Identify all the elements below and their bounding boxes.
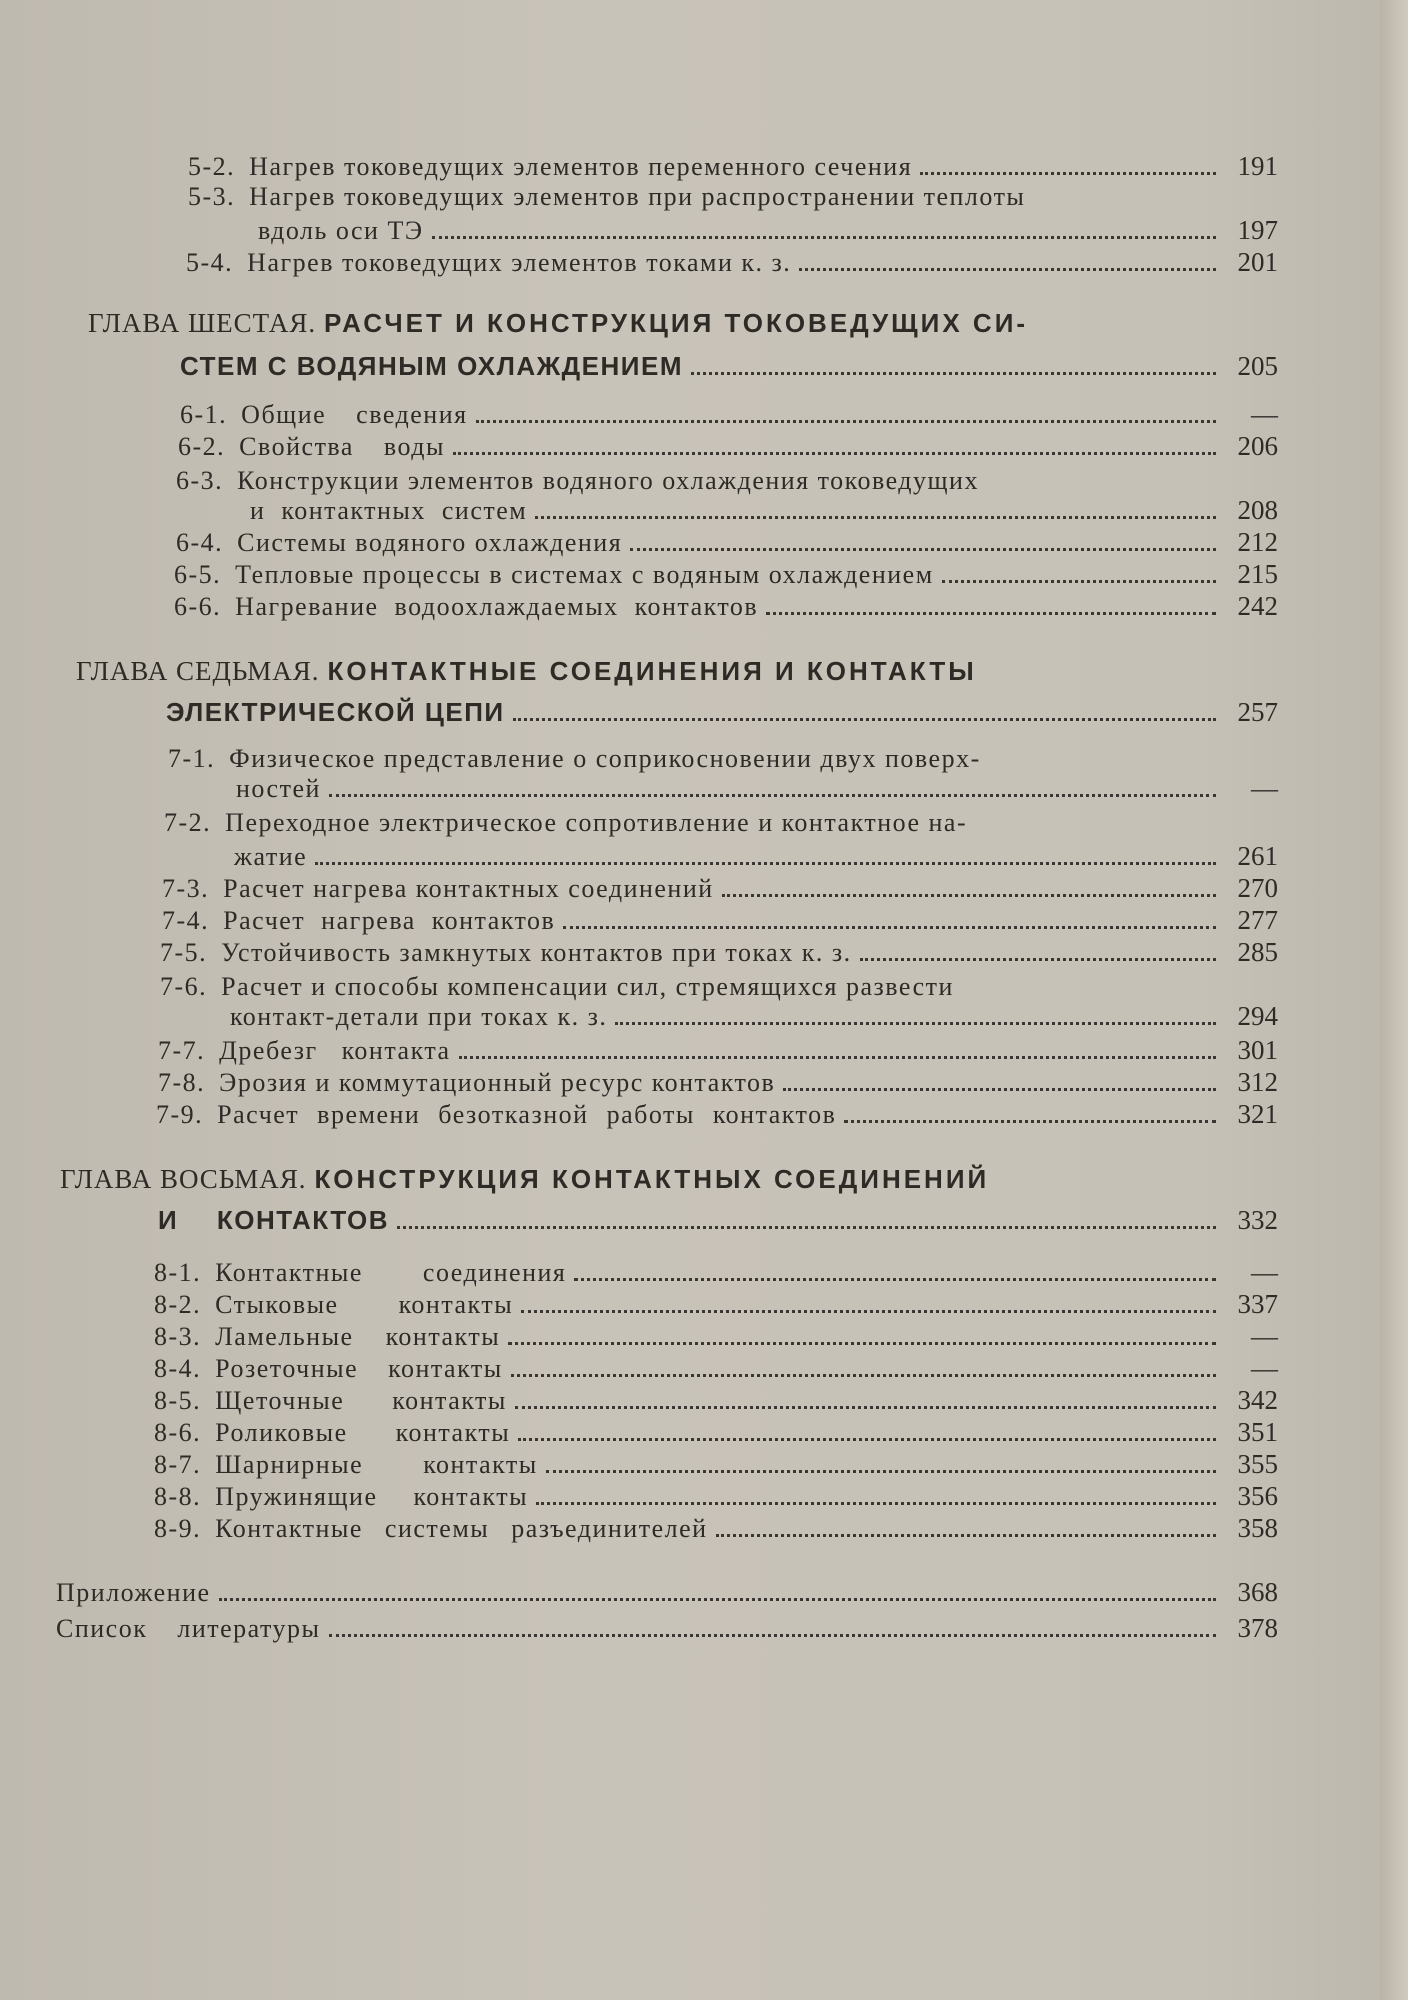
toc-entry-7-6-cont: контакт-детали при токах к. з. 294	[230, 1001, 1278, 1031]
toc-entry-7-4: 7-4. Расчет нагрева контактов 277	[162, 905, 1278, 935]
chapter-heading-6-cont: СТЕМ С ВОДЯНЫМ ОХЛАЖДЕНИЕМ 205	[180, 351, 1278, 381]
toc-entry-6-3: 6-3. Конструкции элементов водяного охлаждения токоведущих	[176, 466, 979, 495]
toc-entry-6-6: 6-6. Нагревание водоохлаждаемых контактов 242	[174, 591, 1278, 621]
toc-entry-5-2: 5-2. Нагрев токоведущих элементов переменного сечения 191	[188, 151, 1278, 181]
toc-appendix: Приложение 368	[56, 1577, 1278, 1607]
toc-entry-7-2: 7-2. Переходное электрическое сопротивление и контактное на-	[164, 808, 968, 837]
toc-entry-6-3-cont: и контактных систем 208	[250, 495, 1278, 525]
toc-entry-8-2: 8-2. Стыковые контакты 337	[154, 1289, 1278, 1319]
toc-entry-7-9: 7-9. Расчет времени безотказной работы контактов 321	[156, 1099, 1278, 1129]
toc-entry-7-2-cont: жатие 261	[234, 841, 1278, 871]
chapter-heading-8: ГЛАВА ВОСЬМАЯ. КОНСТРУКЦИЯ КОНТАКТНЫХ СОЕДИНЕНИЙ	[60, 1164, 990, 1194]
toc-entry-7-5: 7-5. Устойчивость замкнутых контактов при токах к. з. 285	[160, 937, 1278, 967]
toc-references: Список литературы 378	[56, 1613, 1278, 1643]
toc-entry-8-4: 8-4. Розеточные контакты —	[154, 1353, 1278, 1383]
toc-entry-8-7: 8-7. Шарнирные контакты 355	[154, 1449, 1278, 1479]
toc-entry-7-6: 7-6. Расчет и способы компенсации сил, стремящихся развести	[160, 972, 954, 1001]
toc-entry-6-1: 6-1. Общие сведения —	[180, 399, 1278, 429]
chapter-heading-8-cont: И КОНТАКТОВ 332	[158, 1205, 1278, 1235]
chapter-heading-6: ГЛАВА ШЕСТАЯ. РАСЧЕТ И КОНСТРУКЦИЯ ТОКОВЕДУЩИХ СИ-	[88, 308, 1029, 338]
toc-entry-6-4: 6-4. Системы водяного охлаждения 212	[176, 527, 1278, 557]
toc-entry-8-8: 8-8. Пружинящие контакты 356	[154, 1481, 1278, 1511]
toc-entry-6-5: 6-5. Тепловые процессы в системах с водяным охлаждением 215	[174, 559, 1278, 589]
toc-entry-7-1: 7-1. Физическое представление о соприкосновении двух поверх-	[168, 744, 981, 773]
toc-entry-7-8: 7-8. Эрозия и коммутационный ресурс контактов 312	[158, 1067, 1278, 1097]
toc-entry-8-5: 8-5. Щеточные контакты 342	[154, 1385, 1278, 1415]
toc-entry-8-9: 8-9. Контактные системы разъединителей 358	[154, 1513, 1278, 1543]
toc-entry-8-1: 8-1. Контактные соединения —	[154, 1257, 1278, 1287]
chapter-heading-7-cont: ЭЛЕКТРИЧЕСКОЙ ЦЕПИ 257	[166, 697, 1278, 727]
toc-entry-8-6: 8-6. Роликовые контакты 351	[154, 1417, 1278, 1447]
chapter-heading-7: ГЛАВА СЕДЬМАЯ. КОНТАКТНЫЕ СОЕДИНЕНИЯ И КОНТАКТЫ	[76, 656, 977, 686]
toc-entry-5-3: 5-3. Нагрев токоведущих элементов при распространении теплоты	[188, 182, 1026, 211]
toc-entry-5-4: 5-4. Нагрев токоведущих элементов токами к. з. 201	[186, 247, 1278, 277]
page-edge	[1380, 0, 1408, 2000]
toc-entry-5-3-cont: вдоль оси ТЭ 197	[258, 215, 1278, 245]
toc-entry-8-3: 8-3. Ламельные контакты —	[154, 1321, 1278, 1351]
toc-entry-7-3: 7-3. Расчет нагрева контактных соединений 270	[162, 873, 1278, 903]
toc-entry-7-7: 7-7. Дребезг контакта 301	[158, 1035, 1278, 1065]
toc-entry-6-2: 6-2. Свойства воды 206	[178, 431, 1278, 461]
toc-entry-7-1-cont: ностей —	[236, 773, 1278, 803]
